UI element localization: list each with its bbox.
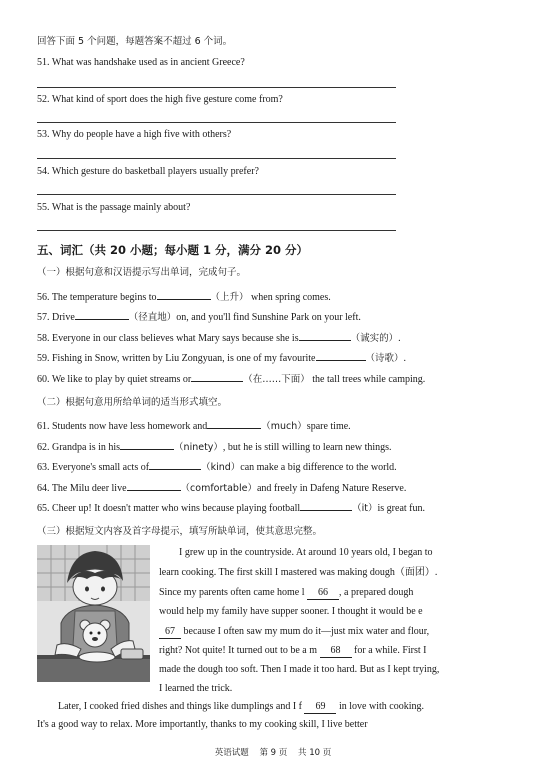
passage-line-6-text: right? Not quite! It turned out to be a m: [159, 645, 318, 656]
item-60: [37, 371, 425, 386]
item-56-text: 56. The temperature begins to: [37, 292, 157, 303]
item-57: [37, 309, 361, 324]
part2-heading: （二）根据句意用所给单词的适当形式填空。: [37, 397, 228, 408]
item-56-rest: when spring comes.: [248, 292, 331, 303]
item-64-text: 64. The Milu deer live: [37, 483, 127, 494]
hint-62: （ninety）: [174, 442, 223, 453]
hint-63: （kind）: [201, 462, 241, 473]
item-65-text: 65. Cheer up! It doesn't matter who wins because playing football: [37, 503, 301, 514]
blank-62[interactable]: [120, 439, 174, 450]
item-62: [37, 439, 392, 454]
footer-subject: 英语试题: [214, 748, 249, 758]
passage-line-5: [159, 626, 429, 639]
item-59-text: 59. Fishing in Snow, written by Liu Zongyuan, is one of my favourite: [37, 353, 316, 364]
passage-line-3: [159, 587, 413, 600]
answer-line-51[interactable]: [37, 87, 396, 88]
item-63-text: 63. Everyone's small acts of: [37, 462, 150, 473]
item-58-text: 58. Everyone in our class believes what Mary says because she is: [37, 333, 299, 344]
boy-cooking-illustration: [37, 545, 150, 682]
passage-line-9-text: Later, I cooked fried dishes and things like dumplings and I f: [58, 701, 302, 712]
blank-57[interactable]: [75, 309, 129, 320]
section-title: 五、词汇（共 20 小题；每小题 1 分，满分 20 分）: [37, 243, 309, 257]
passage-line-8: I learned the trick.: [159, 683, 233, 694]
page-footer: [0, 746, 546, 758]
item-62-rest: , but he is still willing to learn new things.: [222, 442, 392, 453]
item-61-rest: spare time.: [306, 421, 351, 432]
passage-line-6-rest: for a while. First I: [354, 645, 427, 656]
blank-65[interactable]: [300, 500, 352, 511]
blank-56[interactable]: [157, 289, 211, 300]
question-55: 55. What is the passage mainly about?: [37, 202, 191, 213]
item-63-rest: can make a big difference to the world.: [240, 462, 397, 473]
blank-64[interactable]: [127, 480, 181, 491]
item-59: [37, 350, 406, 365]
answer-line-54[interactable]: [37, 194, 396, 195]
hint-56: （上升）: [210, 292, 249, 303]
passage-line-9-rest: in love with cooking.: [338, 701, 424, 712]
blank-67[interactable]: 67: [159, 626, 181, 639]
question-51: 51. What was handshake used as in ancient Greece?: [37, 57, 245, 68]
hint-60: （在……下面）: [243, 374, 310, 385]
blank-68[interactable]: 68: [320, 645, 352, 658]
passage-line-2: learn cooking. The first skill I mastered was making dough（面团）.: [159, 567, 438, 578]
part3-heading: （三）根据短文内容及首字母提示，填写所缺单词，使其意思完整。: [37, 526, 323, 537]
passage-line-7: made the dough too soft. Then I made it too hard. But as I kept trying,: [159, 664, 440, 675]
blank-61[interactable]: [207, 418, 261, 429]
blank-63[interactable]: [149, 459, 201, 470]
blank-58[interactable]: [299, 330, 351, 341]
item-61-text: 61. Students now have less homework and: [37, 421, 208, 432]
passage-line-4: would help my family have supper sooner. I thought it would be e: [159, 606, 423, 617]
item-64: [37, 480, 406, 495]
passage-line-1: I grew up in the countryside. At around 10 years old, I began to: [179, 547, 433, 558]
item-58-rest: .: [398, 333, 401, 344]
question-54: 54. Which gesture do basketball players usually prefer?: [37, 166, 259, 177]
passage-line-10: It's a good way to relax. More importantly, thanks to my cooking skill, I live better: [37, 719, 368, 730]
hint-64: （comfortable）: [180, 483, 257, 494]
hint-61: （much）: [261, 421, 307, 432]
answer-line-53[interactable]: [37, 158, 396, 159]
passage-line-3-rest: , a prepared dough: [339, 587, 414, 598]
item-56: [37, 289, 331, 304]
passage-line-5-rest: because I often saw my mum do it—just mix water and flour,: [183, 626, 430, 637]
item-60-text: 60. We like to play by quiet streams or: [37, 374, 192, 385]
blank-59[interactable]: [316, 350, 366, 361]
item-59-rest: .: [403, 353, 407, 364]
item-57-rest: on, and you'll find Sunshine Park on your left.: [176, 312, 361, 323]
item-63: [37, 459, 397, 474]
passage-line-6: [159, 645, 427, 658]
question-52: 52. What kind of sport does the high five gesture come from?: [37, 94, 283, 105]
footer-page: 第 9 页: [259, 748, 288, 758]
blank-69[interactable]: 69: [304, 701, 336, 714]
item-60-rest: the tall trees while camping.: [309, 374, 426, 385]
hint-58: （诚实的）: [350, 333, 399, 344]
blank-60[interactable]: [191, 371, 243, 382]
passage-line-9: [58, 701, 424, 714]
hint-57: （径直地）: [128, 312, 177, 323]
item-58: [37, 330, 401, 345]
footer-total: 共 10 页: [298, 748, 332, 758]
item-61: [37, 418, 351, 433]
answer-line-52[interactable]: [37, 122, 396, 123]
part1-heading: （一）根据句意和汉语提示写出单词，完成句子。: [37, 267, 247, 278]
question-53: 53. Why do people have a high five with others?: [37, 129, 232, 140]
passage-line-3-text: Since my parents often came home l: [159, 587, 305, 598]
answer-line-55[interactable]: [37, 230, 396, 231]
item-62-text: 62. Grandpa is in his: [37, 442, 121, 453]
item-57-text: 57. Drive: [37, 312, 75, 323]
blank-66[interactable]: 66: [307, 587, 339, 600]
item-65-rest: is great fun.: [377, 503, 425, 514]
item-65: [37, 500, 425, 515]
item-64-rest: and freely in Dafeng Nature Reserve.: [256, 483, 407, 494]
instruction-text: 回答下面 5 个问题，每题答案不超过 6 个词。: [37, 36, 233, 47]
hint-59: （诗歌）: [365, 353, 404, 364]
hint-65: （it）: [352, 503, 378, 514]
